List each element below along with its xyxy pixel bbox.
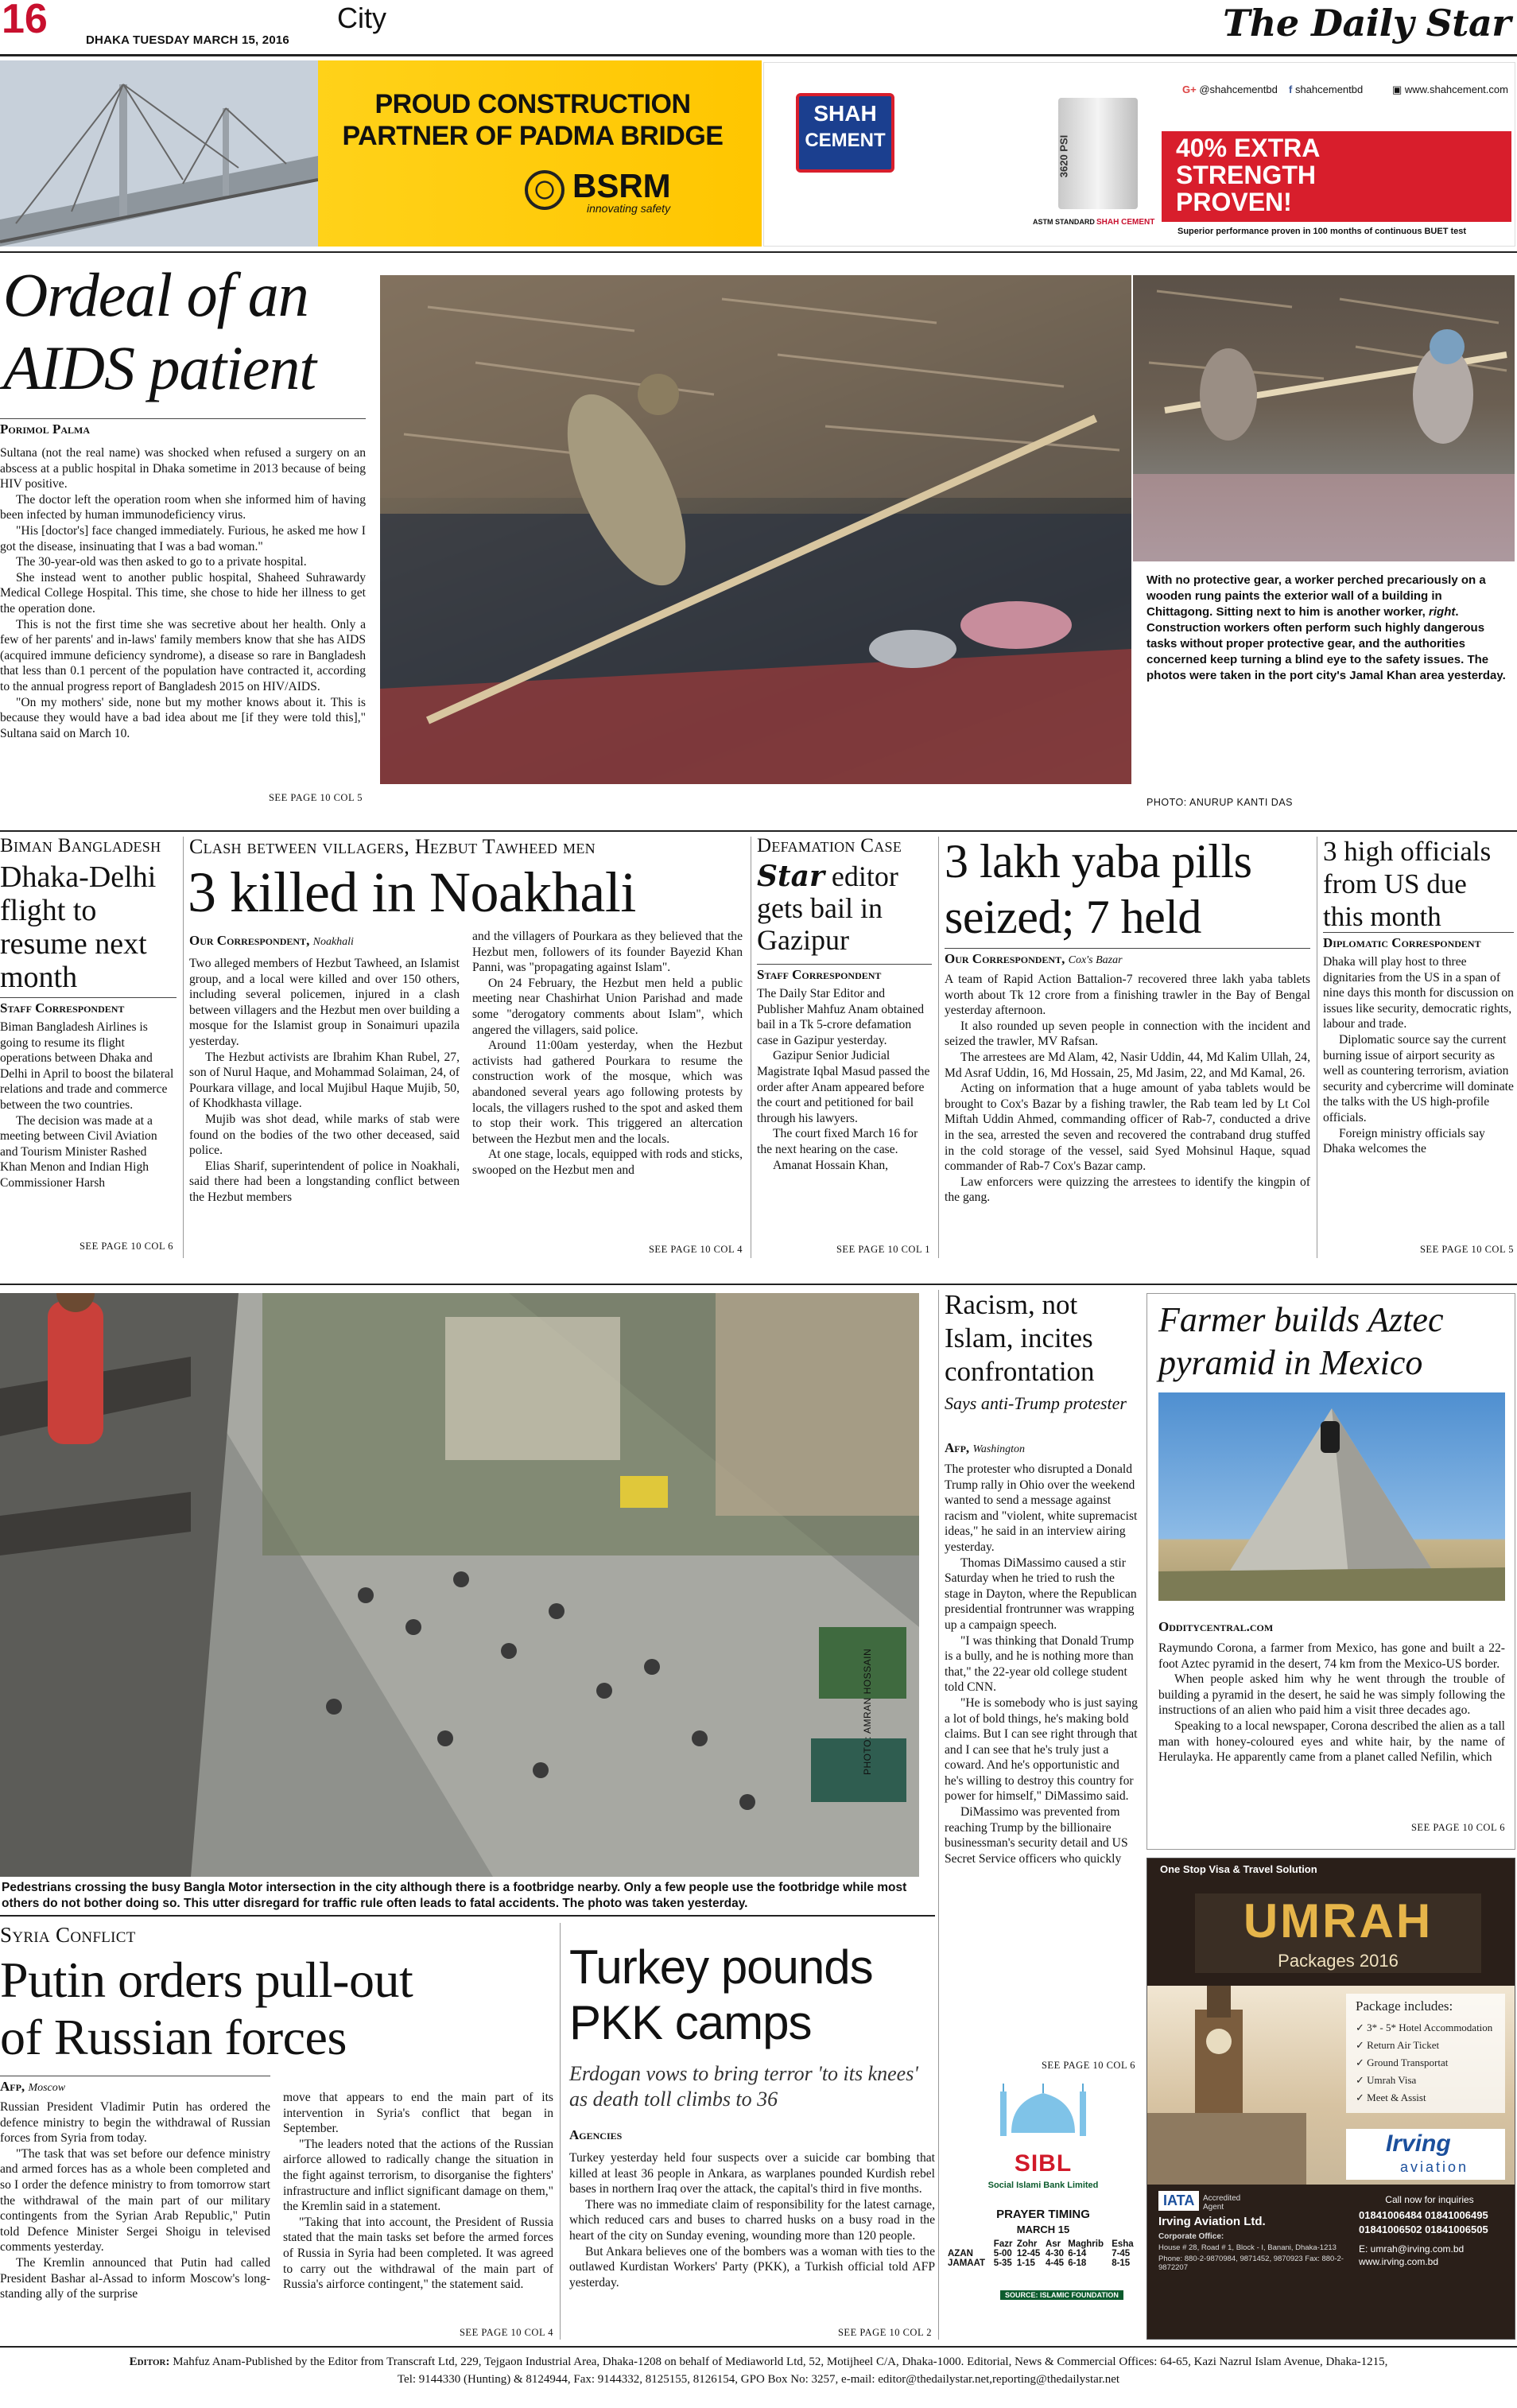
- noakhali-col2: and the villagers of Pourkara as they believed that the Hezbut men, followers of its founder Bayezid Khan Panni, was "propagating against Islam". On 24 February, the Hezbut men held a public meeting near Chashirhat Union Parishad and made some "derogatory comments about Islam", which angered the villagers, said police. Around 11:00am yesterday, when the Hezbut activists had gathered Pourkara to resume the construction work of the mosque, which was abandoned several years ago following protests by locals, the villagers rushed to the spot and asked them to stop their work. This triggered an altercation between the Hezbut men and the locals. At one stage, locals, equipped with rods and sticks, swooped on the Hezbut men and: [472, 930, 743, 1177]
- noakhali-kicker: Clash between villagers, Hezbut Tawheed men: [189, 835, 596, 858]
- turkey-body: Turkey yesterday held four suspects over a suicide car bombing that killed at least 36 people in Ankara, as warplanes pounded Kurdish rebel bases in northern Iraq over the attack, the capital's third in five months. There was no immediate claim of responsibility for the latest carnage, which reduced cars and buses to charred husks on a busy road in the heart of the city on Sunday evening, wounding more than 120 people. But Ankara believes one of the bombers was a woman with ties to the outlawed Kurdistan Workers' Party (PKK), a Turkish official told AFP yesterday.: [569, 2151, 935, 2290]
- prayer-title: PRAYER TIMING: [996, 2208, 1090, 2221]
- umrah-company: Irving Aviation Ltd.: [1158, 2215, 1266, 2228]
- bsrm-headline-2: PARTNER OF PADMA BRIDGE: [342, 121, 724, 151]
- aids-body: Sultana (not the real name) was shocked when refused a surgery on an abscess at a public hospital in Dhaka sometime in 2013 because of being HIV positive. The doctor left the operation room when she informed him of having been infected by human immunodeficiency virus. "His [doctor's] face changed immediately. Furious, he asked me how I got the disease, insinuating that I was a bad woman." The 30-year-old was then asked to go to a private hospital. She instead went to another public hospital, Shaheed Suhrawardy Medical College Hospital. This time, she chose to hide her illness to get the operation done. This is not the first time she was secretive about her health. Only a few of her parents' and in-laws' family members know that she has AIDS (acquired immune deficiency syndrome), a disease so rare in Bangladesh that less than 0.1 percent of the population have contracted it, according to the annual progress report of Bangladesh 2015 on HIV/AIDS. "On my mothers' side, none but my mother knows about it. This is because they would have a bad idea about me [if they were told this]," Sultana said on March 10.: [0, 446, 366, 740]
- umrah-topline: One Stop Visa & Travel Solution: [1160, 1863, 1317, 1875]
- mosque-icon: [995, 2077, 1091, 2141]
- worker-photo-main: [380, 275, 1131, 784]
- aztec-box: [1146, 1293, 1515, 1850]
- racism-body: The protester who disrupted a Donald Trump rally in Ohio over the weekend wanted to send a message against racism and "violent, white supremacist ideas," he said in an interview airing yesterday. Thomas DiMassimo caused a stir Saturday when he tried to rush the stage in Dayton, where the Republican presidential frontrunner was wrapping up a campaign speech. "I was thinking that Donald Trump is a bully, and he is nothing more than that," the 22-year old college student told CNN. "He is somebody who is just saying a lot of bold things, he's making bold claims. But I can see right through that and I can see that he's truly just a coward. And he's opportunistic and he's willing to destroy this country for power for himself," DiMassimo said. DiMassimo was prevented from reaching Trump by the billionaire businessman's security detail and US Secret Service officers who quickly: [945, 1462, 1138, 1866]
- putin-byline: Afp, Moscow: [0, 2076, 270, 2095]
- shah-cement-ad[interactable]: [763, 62, 1515, 247]
- aids-headline-1: Ordeal of an: [3, 260, 308, 329]
- umrah-subtitle: Packages 2016: [1278, 1951, 1399, 1971]
- prayer-table: Fazr Zohr Asr Maghrib Esha AZAN 5-00 12-45 4-30 6-14 7-45 JAMAAT 5-35 1-15 4-45 6-18 8-15: [948, 2239, 1134, 2268]
- yaba-body: A team of Rapid Action Battalion-7 recovered three lakh yaba tablets worth about Tk 12 crore from a finishing trawler in the Bay of Bengal yesterday afternoon. It also rounded up seven people in connection with the incident and seized the trawler, MV Rafsan. The arrestees are Md Alam, 42, Nasir Uddin, 44, Md Kalim Ullah, 24, Md Asraf Uddin, 16, Md Hossain, 25, Md Jasim, 22, and Md Kamal, 26. Acting on information that a huge amount of yaba tablets would be brought to Cox's Bazar by a fishing trawler, the Rab team led by Lt Col Miftah Uddin Ahmed, commanding officer of Rab-7, conducted a drive in the sea, arrested the seven and recovered the contraband drug stuffed in the cold storage of the vessel, said Syed Mohsinul Haque, squad commander of Rab-7 Cox's Bazar camp. Law enforcers were quizzing the arrestees to identify the kingpin of the gang.: [945, 973, 1310, 1205]
- footer-line-2: Tel: 9144330 (Hunting) & 8124944, Fax: 9144332, 8125155, 8126154, GPO Box No: 3257, e-mail: editor@thedailystar.net,reporting@thedailystar.net: [397, 2373, 1120, 2386]
- umrah-include-item: ✓ Umrah Visa: [1356, 2074, 1417, 2086]
- street-photo-caption: Pedestrians crossing the busy Bangla Motor intersection in the city although there is a footbridge nearby. Only a few people use the footbridge while most others do not bother doing so. This utter disregard for traffic rule often leads to fatal accidents. The photo was taken yesterday.: [2, 1881, 907, 1910]
- cement-bag-icon: [1058, 98, 1138, 209]
- us-headline: 3 high officials from US due this month: [1323, 836, 1492, 932]
- shah-psi: 3620 PSI: [1057, 134, 1070, 178]
- umrah-web[interactable]: www.irving.com.bd: [1359, 2256, 1439, 2267]
- irving-brand: Irving: [1386, 2130, 1451, 2157]
- noakhali-headline: 3 killed in Noakhali: [188, 860, 636, 924]
- biman-kicker: Biman Bangladesh: [0, 835, 161, 856]
- turkey-headline-1: Turkey pounds: [569, 1940, 873, 1994]
- biman-byline: Staff Correspondent: [0, 997, 177, 1016]
- sibl-brand: SIBL: [1014, 2150, 1073, 2177]
- yaba-byline: Our Correspondent, Cox's Bazar: [945, 948, 1310, 967]
- turkey-headline-2: PKK camps: [569, 1996, 812, 2049]
- biman-headline: Dhaka-Delhi flight to resume next month: [0, 860, 157, 994]
- umrah-includes-heading: Package includes:: [1356, 1998, 1453, 2014]
- worker-photo-right: [1133, 275, 1515, 561]
- aids-headline-2: AIDS patient: [3, 333, 316, 402]
- umrah-email[interactable]: E: umrah@irving.com.bd: [1359, 2243, 1465, 2255]
- bsrm-logo-icon: [525, 170, 565, 210]
- bsrm-brand: BSRM: [572, 167, 671, 204]
- aztec-see-page[interactable]: SEE PAGE 10 COL 6: [1410, 1822, 1505, 1833]
- putin-kicker: Syria Conflict: [0, 1923, 136, 1947]
- aztec-headline: Farmer builds Aztec pyramid in Mexico: [1158, 1300, 1444, 1382]
- biman-body: Biman Bangladesh Airlines is going to resume its flight operations between Dhaka and Delhi in April to boost the bilateral relations and trade and commerce between the two countries. The decision was made at a meeting between Civil Aviation and Tourism Minister Rashed Khan Menon and Indian High Commissioner Harsh: [0, 1020, 174, 1190]
- shah-offer-1: 40% EXTRA: [1176, 134, 1321, 162]
- section-name: City: [337, 2, 386, 34]
- footer-line-1: Editor: Mahfuz Anam-Published by the Editor from Transcraft Ltd, 229, Tejgaon Industrial Area, Dhaka-1208 on behalf of Mediaworld Ltd, 52, Motijheel C/A, Dhaka-1000. Editorial, News & Commercial Offices: 64-65, Kazi Nazrul Islam Avenue, Dhaka-1215,: [129, 2356, 1388, 2368]
- turkey-see-page[interactable]: SEE PAGE 10 COL 2: [837, 2327, 932, 2338]
- noakhali-byline: Our Correspondent, Noakhali: [189, 933, 354, 948]
- worker-photo-credit: PHOTO: ANURUP KANTI DAS: [1146, 797, 1293, 808]
- sibl-bank: Social Islami Bank Limited: [987, 2181, 1099, 2190]
- turkey-byline: Agencies: [569, 2127, 623, 2142]
- racism-subhead: Says anti-Trump protester: [945, 1393, 1127, 1413]
- putin-headline-2: of Russian forces: [0, 2009, 347, 2065]
- sibl-prayer-ad[interactable]: [945, 2074, 1142, 2340]
- turkey-subhead: Erdogan vows to bring terror 'to its knees' as death toll climbs to 36: [569, 2062, 918, 2111]
- street-photo-credit: PHOTO: AMRAN HOSSAIN: [862, 1648, 873, 1775]
- yaba-headline: 3 lakh yaba pills seized; 7 held: [945, 835, 1252, 943]
- racism-byline: Afp, Washington: [945, 1440, 1026, 1455]
- umrah-include-item: ✓ Meet & Assist: [1356, 2091, 1426, 2103]
- umrah-title: UMRAH: [1243, 1894, 1434, 1948]
- shah-social-1: G+ @shahcementbd: [1182, 84, 1278, 95]
- shah-brand-2: CEMENT: [805, 130, 886, 151]
- prayer-source: SOURCE: ISLAMIC FOUNDATION: [1000, 2290, 1123, 2300]
- star-body: The Daily Star Editor and Publisher Mahfuz Anam obtained bail in a Tk 5-crore defamation case in Gazipur yesterday. Gazipur Senior Judicial Magistrate Iqbal Masud passed the order after Anam appeared before the court and petitioned for bail through his lawyers. The court fixed March 16 for the next hearing on the case. Amanat Hossain Khan,: [757, 987, 930, 1172]
- page-number: 16: [2, 0, 48, 42]
- pyramid-photo: [1158, 1392, 1505, 1601]
- shah-astm: ASTM STANDARD: [1033, 218, 1095, 226]
- shah-offer-3: PROVEN!: [1176, 188, 1292, 216]
- us-see-page[interactable]: SEE PAGE 10 COL 5: [1419, 1244, 1514, 1255]
- shah-bag-label: SHAH CEMENT: [1096, 218, 1155, 227]
- shah-footnote: Superior performance proven in 100 months of continuous BUET test: [1178, 227, 1467, 236]
- umrah-ad[interactable]: [1146, 1858, 1515, 2340]
- umrah-include-item: ✓ Return Air Ticket: [1356, 2039, 1440, 2051]
- putin-col2: move that appears to end the main part of its intervention in Syria's conflict that began in September. "The leaders noted that the actions of the Russian airforce allowed to radically change the situation in the fight against terrorism, to disorganise the fighters' infrastructure and inflict significant damage on them," the Kremlin said in a statement. "Taking that into account, the President of Russia stated that the main tasks set before the armed forces of Russia in Syria had been completed. It was agreed to carry out the withdrawal of the main part of Russia's airforce contingent," the statement said.: [283, 2091, 553, 2292]
- us-byline: Diplomatic Correspondent: [1323, 932, 1514, 951]
- umrah-includes-list: [1356, 2019, 1492, 2107]
- star-byline: Staff Correspondent: [757, 964, 932, 983]
- paper-name: The Daily Star: [1223, 2, 1511, 45]
- iata-logo: IATA: [1158, 2191, 1199, 2211]
- umrah-include-item: ✓ Ground Transportat: [1356, 2057, 1449, 2068]
- irving-brand-sub: aviation: [1400, 2159, 1469, 2175]
- umrah-phones: 01841006484 01841006495 01841006502 01841006505: [1359, 2209, 1488, 2235]
- racism-see-page[interactable]: SEE PAGE 10 COL 6: [1041, 2060, 1135, 2071]
- aids-see-page[interactable]: SEE PAGE 10 COL 5: [268, 792, 363, 803]
- iata-sub: Accredited Agent: [1203, 2194, 1241, 2212]
- star-headline: Star editor gets bail in Gazipur: [757, 860, 898, 956]
- noakhali-col1: Two alleged members of Hezbut Tawheed, an Islamist group, and a local were killed and over 150 others, including several policemen, injured in a clash between villagers and the Hezbut men over building a mosque for the Islamist group in Sonaimuri upazila yesterday. The Hezbut activists are Ibrahim Khan Rubel, 27, son of Nurul Haque, and Mohammad Solaiman, 24, of Pourkara village, and local Mujibul Haque Mujib, 50, of Khodkhasta village. Mujib was shot dead, while marks of stab were found on the bodies of the two other deceased, said police. Elias Sharif, superintendent of police in Noakhali, said there had been a longstanding conflict between the Hezbut members: [189, 957, 460, 1204]
- biman-see-page[interactable]: SEE PAGE 10 COL 6: [79, 1241, 173, 1252]
- noakhali-see-page[interactable]: SEE PAGE 10 COL 4: [648, 1244, 743, 1255]
- us-body: Dhaka will play host to three dignitaries from the US in a span of nine days this month for discussion on issues like security, democratic rights, labour and trade. Diplomatic source say the current burning issue of airport security as well as countering terrorism, aviation security and cybercrime will dominate the talks with the US high-profile officials. Foreign ministry officials say Dhaka welcomes the: [1323, 955, 1514, 1156]
- prayer-date: MARCH 15: [1016, 2224, 1070, 2235]
- putin-headline-1: Putin orders pull-out: [0, 1952, 413, 2008]
- bsrm-tagline: innovating safety: [587, 202, 671, 215]
- bridge-illustration: [0, 60, 318, 247]
- page-date: DHAKA TUESDAY MARCH 15, 2016: [86, 33, 289, 47]
- star-kicker: Defamation Case: [757, 835, 902, 856]
- shah-website[interactable]: ▣ www.shahcement.com: [1392, 84, 1508, 95]
- shah-brand-1: SHAH: [813, 101, 877, 126]
- umrah-include-item: ✓ 3* - 5* Hotel Accommodation: [1356, 2022, 1493, 2033]
- racism-headline: Racism, not Islam, incites confrontation: [945, 1289, 1095, 1387]
- worker-photo-caption: With no protective gear, a worker perched precariously on a wooden rung paints the exterior wall of a building in Chittagong. Sitting next to him is another worker, right. Construction workers often perform such highly dangerous tasks without proper protective gear, and the authorities concerned keep turning a blind eye to the safety issues. The photos were taken in the port city's Jamal Khan area yesterday.: [1146, 573, 1506, 682]
- shah-offer-2: STRENGTH: [1176, 161, 1316, 189]
- umrah-address: House # 28, Road # 1, Block - I, Banani, Dhaka-1213: [1158, 2243, 1337, 2252]
- umrah-call: Call now for inquiries: [1385, 2194, 1474, 2205]
- umrah-phone-line: Phone: 880-2-9870984, 9871452, 9870923 Fax: 880-2-9872207: [1158, 2255, 1344, 2272]
- putin-col1: Russian President Vladimir Putin has ordered the defence ministry to begin the withdrawal of Russian forces from Syria from today. "The task that was set before our defence ministry and armed forces has as a whole been completed and so I order the defence ministry to from tomorrow start the withdrawal of the main part of our military contingents from the Syrian Arab Republic," Putin told Defence Minister Sergei Shoigu in televised comments yesterday. The Kremlin announced that Putin had called President Bashar al-Assad to inform Moscow's long-standing ally of the surprise: [0, 2100, 270, 2301]
- star-see-page[interactable]: SEE PAGE 10 COL 1: [836, 1244, 930, 1255]
- aztec-source: Odditycentral.com: [1158, 1619, 1274, 1634]
- shah-social-2: f shahcementbd: [1289, 84, 1364, 95]
- bsrm-headline-1: PROUD CONSTRUCTION: [374, 89, 691, 119]
- umrah-office-label: Corporate Office:: [1158, 2232, 1224, 2241]
- aztec-body: Raymundo Corona, a farmer from Mexico, has gone and built a 22-foot Aztec pyramid in the desert, 74 km from the Mexico-US border. When people asked him why he went through the trouble of building a pyramid in the desert, he said he was simply following the instructions of an alien who paid him a visit three decades ago. Speaking to a local newspaper, Corona described the alien as a tall man with honey-coloured eyes and white hair, by the name of Herulayka. He apparently came from a planet called Nefilin, which: [1158, 1641, 1505, 1765]
- aids-byline: Porimol Palma: [0, 418, 366, 437]
- bsrm-ad[interactable]: [0, 60, 762, 247]
- street-photo: [0, 1293, 919, 1877]
- putin-see-page[interactable]: SEE PAGE 10 COL 4: [459, 2327, 553, 2338]
